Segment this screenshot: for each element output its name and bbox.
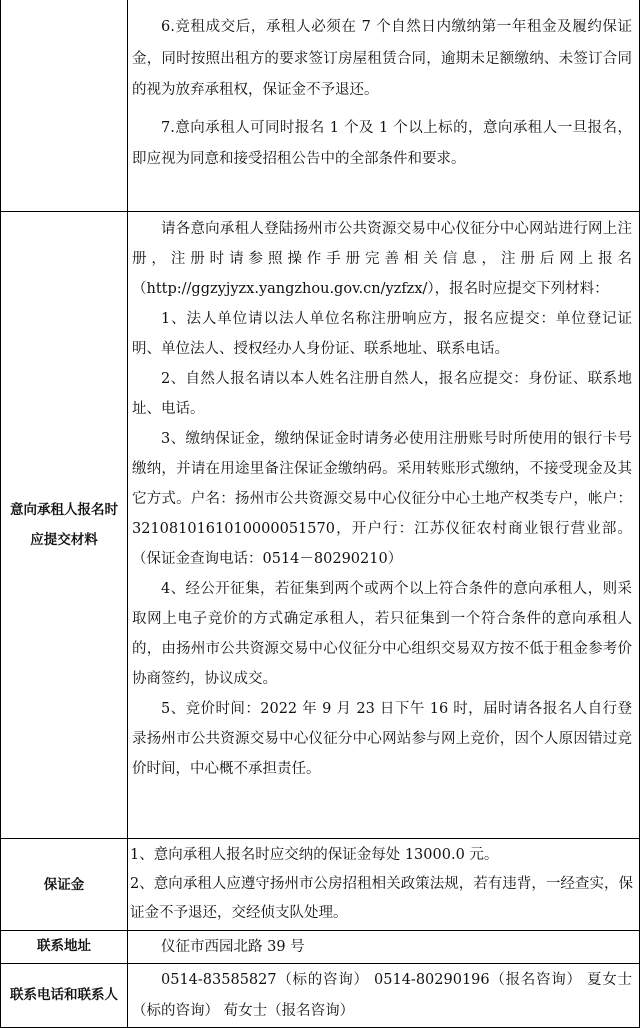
table-column-divider	[127, 0, 128, 1028]
deposit-label: 保证金	[43, 877, 85, 893]
materials-item: 3、缴纳保证金，缴纳保证金时请务必使用注册账号时所使用的银行卡号缴纳，并请在用途里备注保证金缴纳码。采用转账形式缴纳，不接受现金及其它方式。户名：扬州市公共资源交易中心仪征分中心土地产权类专户，帐户：3210810161010000051570，开户行：江苏仪征农村商业银行营业部。（保证金查询电话：0514－80290210）	[132, 431, 632, 567]
terms-paragraph: 6.竞租成交后，承租人必须在 7 个自然日内缴纳第一年租金及履约保证金，同时按照出租方的要求签订房屋租赁合同，逾期未足额缴纳、未签订合同的视为放弃承租权，保证金不予退还。	[132, 19, 632, 98]
address-value	[132, 932, 632, 962]
terms-paragraph: 7.意向承租人可同时报名 1 个及 1 个以上标的，意向承租人一旦报名，即应视为同意和接受招租公告中的全部条件和要求。	[132, 119, 632, 167]
contact-label: 联系电话和联系人	[10, 987, 118, 1003]
address-text: 仪征市西园北路 39 号	[161, 939, 305, 955]
row-divider	[0, 838, 640, 839]
materials-label-line2: 应提交材料	[30, 532, 98, 548]
contact-value	[132, 965, 632, 1027]
materials-label-line1: 意向承租人报名时	[10, 502, 118, 518]
materials-item: 5、竞价时间：2022 年 9 月 23 日下午 16 时，届时请各报名人自行登录扬州市公共资源交易中心仪征分中心网站参与网上竞价，因个人原因错过竞价时间，中心概不承担责任。	[132, 701, 632, 777]
deposit-cell	[130, 841, 633, 928]
materials-intro: 请各意向承租人登陆扬州市公共资源交易中心仪征分中心网站进行网上注册，注册时请参照操作手册完善相关信息，注册后网上报名（http://ggzyjyzx.yangzhou.gov.cn/yzfzx/），报名时应提交下列材料：	[132, 221, 632, 297]
materials-item: 1、法人单位请以法人单位名称注册响应方，报名应提交：单位登记证明、单位法人、授权经办人身份证、联系地址、联系电话。	[132, 311, 632, 357]
materials-item: 4、经公开征集，若征集到两个或两个以上符合条件的意向承租人，则采取网上电子竞价的方式确定承租人，若只征集到一个符合条件的意向承租人的，由扬州市公共资源交易中心仪征分中心组织交易双方按不低于租金参考价协商签约，协议成交。	[132, 581, 632, 687]
contact-text: 0514-83585827（标的咨询） 0514-80290196（报名咨询） 夏女士（标的咨询） 荀女士（报名咨询）	[132, 972, 632, 1019]
materials-item: 2、自然人报名请以本人姓名注册自然人，报名应提交：身份证、联系地址、电话。	[132, 371, 632, 417]
terms-cell	[132, 12, 632, 176]
row-divider	[0, 211, 640, 212]
deposit-item: 1、意向承租人报名时应交纳的保证金每处 13000.0 元。	[130, 847, 499, 863]
deposit-item: 2、意向承租人应遵守扬州市公房招租相关政策法规，若有违背，一经查实，保证金不予退还，交经侦支队处理。	[130, 876, 633, 921]
materials-label	[1, 495, 127, 555]
row-divider	[0, 963, 640, 964]
materials-cell	[132, 214, 632, 784]
address-label: 联系地址	[37, 938, 91, 954]
